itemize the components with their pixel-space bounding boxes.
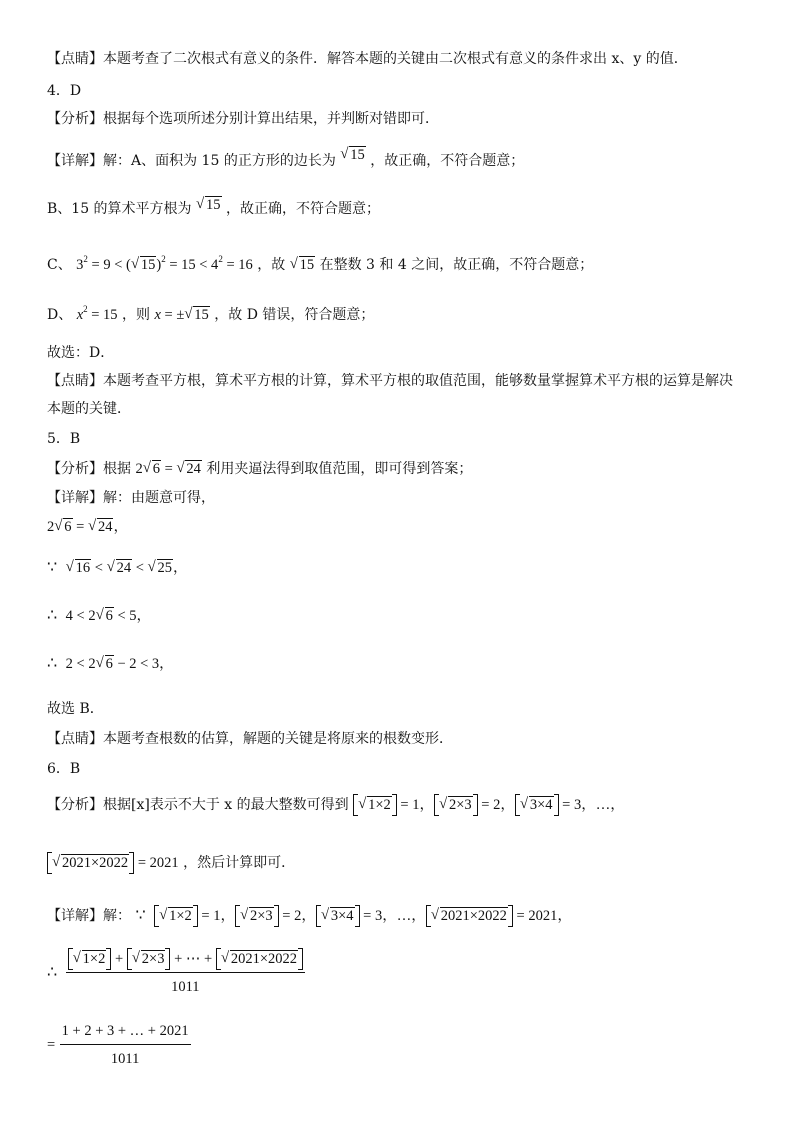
- q4-option-d-mid: ，则: [122, 307, 151, 323]
- q6-analysis: [47, 794, 625, 816]
- therefore-symbol: ∴: [47, 653, 58, 672]
- inequality-expression: $3^2 = 9$ < (√ $15)^2 = 15 < 4^2 = 16$: [76, 257, 253, 273]
- q5-step-2: [47, 556, 188, 579]
- equation-expression: $x^2 = 15$: [76, 304, 118, 323]
- q5-choice: 故选 B．: [47, 701, 104, 717]
- q5-step-4: [47, 652, 174, 675]
- q4-heading: 4．D: [47, 83, 82, 99]
- identity-expression: 2√ 6 = √ 24，: [47, 519, 128, 535]
- q4-detail-a-suffix: ，故正确，不符合题意；: [370, 153, 525, 169]
- q4-option-c-suffix: 在整数 3 和 4 之间，故正确，不符合题意；: [319, 257, 594, 273]
- floor-expression: √ 1×2 = 1，√ 2×3 = 2，√ 3×4 = 3，…，√ 2021×2022 = 2021，: [154, 908, 572, 924]
- q5-heading: 5．B: [47, 431, 81, 447]
- floor-expression: √ 1×2 = 1，√ 2×3 = 2，√ 3×4 = 3，…，: [353, 797, 625, 813]
- q5-step-3: [47, 604, 151, 627]
- q6-analysis-cont: [47, 852, 295, 874]
- fraction-denominator: 1011: [110, 1051, 140, 1067]
- q4-detail-a: [47, 147, 525, 172]
- because-symbol: ∵: [47, 557, 58, 576]
- identity-expression: 2√ 6 = √ 24: [135, 461, 201, 477]
- q5-step-1: [47, 516, 128, 538]
- q6-detail-prefix: 【详解】解：: [47, 908, 131, 924]
- q4-option-c: [47, 248, 593, 276]
- sqrt-15-expression: √ 15: [196, 194, 222, 216]
- q6-fraction-2: [47, 1020, 191, 1070]
- fraction-denominator: 1011: [171, 979, 200, 995]
- q4-choice: 故选：D．: [47, 345, 115, 361]
- q4-option-d-label: D、: [47, 307, 73, 323]
- solution-expression: x = ±√ 15: [154, 307, 209, 323]
- fraction-expression: √ $\frac{1\times 2 + √ 2\times 3 + \cdots + √ 2021\times 2022}{1011}$: [66, 948, 305, 998]
- q4-comment-line2: 本题的关键．: [47, 401, 131, 417]
- q5-analysis-suffix: 利用夹逼法得到取值范围，即可得到答案；: [206, 461, 473, 477]
- fraction-expression: [60, 1020, 191, 1070]
- q4-analysis: 【分析】根据每个选项所述分别计算出结果，并判断对错即可．: [47, 111, 439, 127]
- q6-detail: [47, 904, 572, 927]
- therefore-symbol: ∴: [47, 605, 58, 624]
- fraction-numerator: 1 + 2 + 3 + … + 2021: [60, 1020, 191, 1045]
- q4-option-d: [47, 298, 374, 326]
- inequality-expression: 4 < 2√ 6 < 5，: [66, 608, 151, 624]
- inequality-expression: √ 16 < √ 24 < √ 25，: [66, 560, 188, 576]
- q5-analysis: [47, 458, 472, 480]
- q4-option-c-mid: ，故: [257, 257, 286, 273]
- equals-sign: =: [47, 1037, 56, 1053]
- q4-comment-line1: 【点睛】本题考查平方根，算术平方根的计算，算术平方根的取值范围，能够数量掌握算术平方根的运算是解决: [47, 373, 733, 389]
- q4-option-c-label: C、: [47, 257, 72, 273]
- q6-fraction-1: [47, 948, 305, 998]
- q4-detail-a-prefix: 【详解】解：A、面积为 15 的正方形的边长为: [47, 153, 336, 169]
- because-symbol: ∵: [135, 905, 146, 924]
- q6-analysis-tail: ，然后计算即可．: [183, 855, 296, 871]
- floor-expression: √ 2021×2022 = 2021: [47, 855, 179, 871]
- q5-comment: 【点睛】本题考查根数的估算，解题的关键是将原来的根数变形．: [47, 731, 453, 747]
- sqrt-15-expression: √ 15: [340, 144, 366, 166]
- therefore-symbol: ∴: [47, 962, 58, 981]
- q5-detail: 【详解】解：由题意可得，: [47, 490, 215, 506]
- q5-analysis-prefix: 【分析】根据: [47, 461, 131, 477]
- q4-option-d-suffix: ，故 D 错误，符合题意；: [214, 307, 375, 323]
- q4-option-b-prefix: B、15 的算术平方根为: [47, 201, 192, 217]
- inequality-expression: 2 < 2√ 6 − 2 < 3，: [66, 656, 174, 672]
- q3-comment: 【点睛】本题考查了二次根式有意义的条件．解答本题的关键由二次根式有意义的条件求出 x、y 的值．: [47, 51, 688, 67]
- q4-option-b-suffix: ，故正确，不符合题意；: [225, 201, 380, 217]
- q6-heading: 6．B: [47, 761, 81, 777]
- q6-analysis-prefix: 【分析】根据[x]表示不大于 x 的最大整数可得到: [47, 797, 349, 813]
- sqrt-15-expression: √ 15: [290, 254, 316, 276]
- q4-option-b: [47, 198, 380, 220]
